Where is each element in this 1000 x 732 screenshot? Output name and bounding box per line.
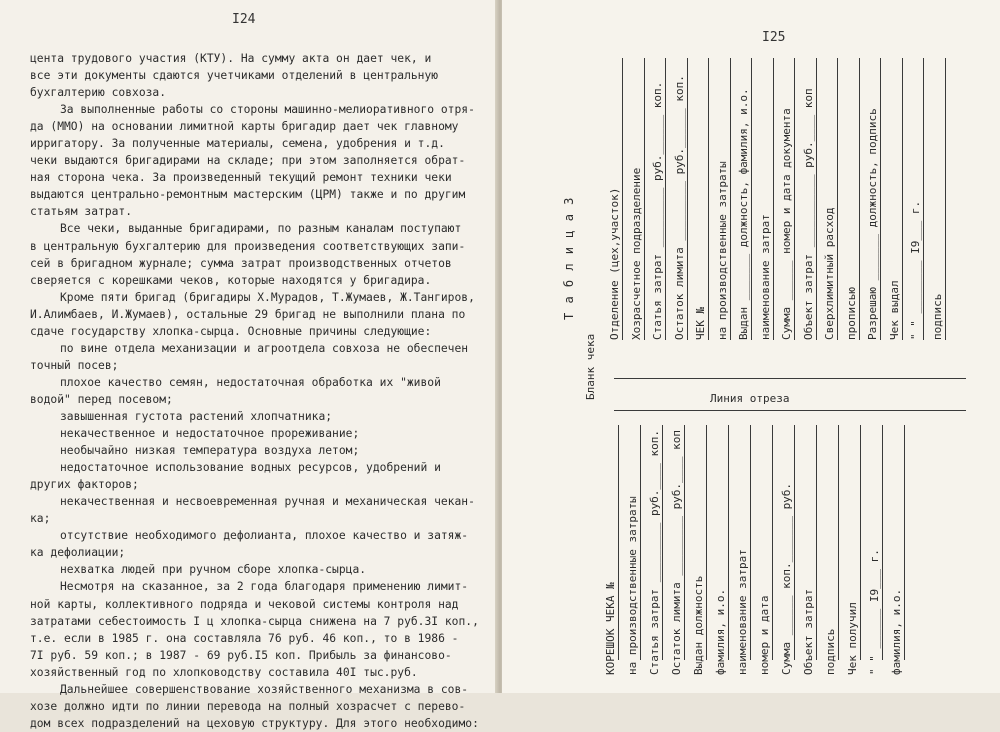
form-row-label: наименование затрат [736,549,749,675]
text-line: некачественное и недостаточное прореживание; [60,427,360,441]
text-line: хозяйственный год по хлопководству составила 40I тыс.руб. [30,665,418,679]
form-row-label: Статья затрат _________ руб.____ коп. [648,429,661,675]
form-row-label: прописью [844,287,858,340]
text-line: необычайно низкая температура воздуха летом; [60,444,360,458]
text-line: ка дефолиации; [30,546,126,560]
form-row-label: Разрешаю _______ должность, подпись [866,108,879,340]
cut-line-bottom [614,410,966,411]
form-row-label: Остаток лимита _________ руб.______ коп. [672,75,686,340]
form-row-label: Выдан _______ должность, фамилия, и.о. [737,88,750,340]
form-fill-line [816,425,817,660]
text-line: выдаются центрально-ремонтным мастерским (ЦРМ) также и по другим [30,188,466,202]
form-fill-line [880,58,881,340]
page-number-left: I24 [232,12,256,27]
form-fill-line [794,425,795,660]
form-fill-line [860,425,861,660]
text-line: по вине отдела механизации и агроотдела совхоза не обеспечен [60,341,469,355]
text-line: Дальнейшее совершенствование хозяйственного механизма в сов- [60,682,469,696]
text-line: бухгалтерию совхоза. [30,86,167,100]
form-row-label: на производственные затраты [626,496,639,675]
text-line: статьям затрат. [30,205,133,219]
page-number-right: I25 [762,30,786,45]
form-row-label: Выдан должность [692,575,705,675]
form-row-label: подпись [824,628,837,675]
text-line: все эти документы сдаются учетчиками отделений в центральную [30,69,439,83]
text-line: Кроме пяти бригад (бригадиры Х.Мурадов, Т.Жумаев, Ж.Тангиров, [60,290,475,304]
text-line: т.е. если в 1985 г. она составляла 76 руб. 46 коп., то в 1986 - [30,631,459,645]
form-fill-line [684,425,685,660]
form-fill-line [838,425,839,660]
form-row-label: Объект затрат [802,588,815,675]
form-fill-line [622,58,623,340]
form-row-label: наименование затрат [758,214,772,340]
form-fill-line [640,425,641,660]
form-fill-line [708,58,709,340]
text-line: И.Алимбаев, И.Жумаев), остальные 29 бригад не выполнили плана по [30,307,466,321]
text-line: ная сторона чека. За произведенный текущий ремонт техники чеки [30,171,452,185]
text-line: да (ММО) на основании лимитной карты бригадир дает чек главному [30,120,459,134]
form-fill-line [618,425,619,660]
text-line: нехватка людей при ручном сборе хлопка-сырца. [60,563,367,577]
text-line: сей в бригадном журнале; сумма затрат производственных отчетов [30,256,452,270]
form-label: Бланк чека [584,333,597,400]
form-fill-line [773,58,774,340]
form-row-label: Чек выдал [887,280,901,340]
form-fill-line [687,58,688,340]
text-line: других факторов; [30,478,139,492]
form-fill-line [706,425,707,660]
form-fill-line [644,58,645,340]
text-line: точный посев; [30,358,119,372]
text-line: ной карты, коллективного подряда и чековой системы контроля над [30,597,459,611]
text-line: За выполненные работы со стороны машинно-мелиоративного отря- [60,103,475,117]
text-line: цента трудового участия (КТУ). На сумму акта он дает чек, и [30,52,432,65]
text-line: 7I руб. 59 коп.; в 1987 - 69 руб.I5 коп. Прибыль за финансово- [30,648,452,662]
form-fill-line [816,58,817,340]
form-row-label: номер и дата [758,595,771,675]
text-line: недостаточное использование водных ресурсов, удобрений и [60,461,441,475]
text-line: ка; [30,512,51,526]
form-fill-line [772,425,773,660]
form-row-label: на производственные затраты [715,161,729,340]
text-line: сдаче государству хлопка-сырца. Основные причины следующие: [30,324,432,338]
form-row-label: Сумма ______ коп._______ руб. [780,482,793,675]
form-row-label: подпись [930,293,944,340]
left-page-body [30,50,480,732]
table-label: Т а б л и ц а 3 [562,196,576,320]
form-row-label: Статья затрат _________ руб.______ коп. [651,81,664,340]
form-row-label: фамилия, и.о. [714,588,727,675]
form-fill-line [750,425,751,660]
form-row-label: фамилия, и.о. [890,588,903,675]
text-line: Несмотря на сказанное, за 2 года благодаря применению лимит- [60,580,469,594]
form-row-label: Объект затрат ___________ руб.____ коп [801,88,815,340]
form-fill-line [662,425,663,660]
text-line: отсутствие необходимого дефолианта, плохое качество и затяж- [60,529,469,543]
form-row-label: Чек получил [846,602,859,675]
form-row-label: " " ______ I9___ г. [868,549,881,675]
text-line: чеки выдаются бригадирами на складе; при этом заполняется обрат- [30,154,466,168]
text-line: хозе должно идти по линии перевода на полный хозрасчет с перево- [30,699,466,713]
form-row-label: Остаток лимита _________ руб.____ коп [670,429,683,675]
text-line: сверяется с корешками чеков, которые находятся у бригадира. [30,273,432,287]
form-fill-line [882,425,883,660]
left-page [0,0,498,730]
form-fill-line [837,58,838,340]
form-row-label: " " ________ I9___ г. [909,200,922,340]
form-fill-line [665,58,666,340]
form-fill-line [902,58,903,340]
form-fill-line [751,58,752,340]
form-row-label: КОРЕШОК ЧЕКА № [604,582,617,675]
form-row-label: Сверхлимитный расход [823,207,836,340]
form-row-label: Сумма ______ номер и дата документа [780,108,793,340]
text-line: ирригатору. За полученные материалы, семена, удобрения и т.д. [30,137,445,151]
form-fill-line [859,58,860,340]
text-line: водой" перед посевом; [30,392,173,406]
text-line: некачественная и несвоевременная ручная и механическая чекан- [60,495,475,509]
form-fill-line [794,58,795,340]
text-line: в центральную бухгалтерию для произведения соответствующих запи- [30,239,466,253]
form-fill-line [904,425,905,660]
right-page [502,0,1000,693]
text-line: завышенная густота растений хлопчатника; [60,409,333,423]
text-line: затратами себестоимость I ц хлопка-сырца снижена на 7 руб.3I коп., [30,614,479,628]
text-line: плохое качество семян, недостаточная обработка их "живой [60,375,441,389]
cut-line-label: Линия отреза [710,392,790,405]
form-row-label: Отделение (цех,участок) [608,187,621,340]
cut-line-top [614,378,966,379]
text-line: дом всех подразделений на цеховую структуру. Для этого необходимо: [30,716,479,730]
form-row-label: Хозрасчетное подразделение [629,167,643,340]
form-fill-line [945,58,946,340]
form-fill-line [923,58,924,340]
form-row-label: ЧЕК № [694,306,707,340]
form-fill-line [730,58,731,340]
text-line: Все чеки, выданные бригадирами, по разным каналам поступают [60,222,462,236]
form-fill-line [728,425,729,660]
